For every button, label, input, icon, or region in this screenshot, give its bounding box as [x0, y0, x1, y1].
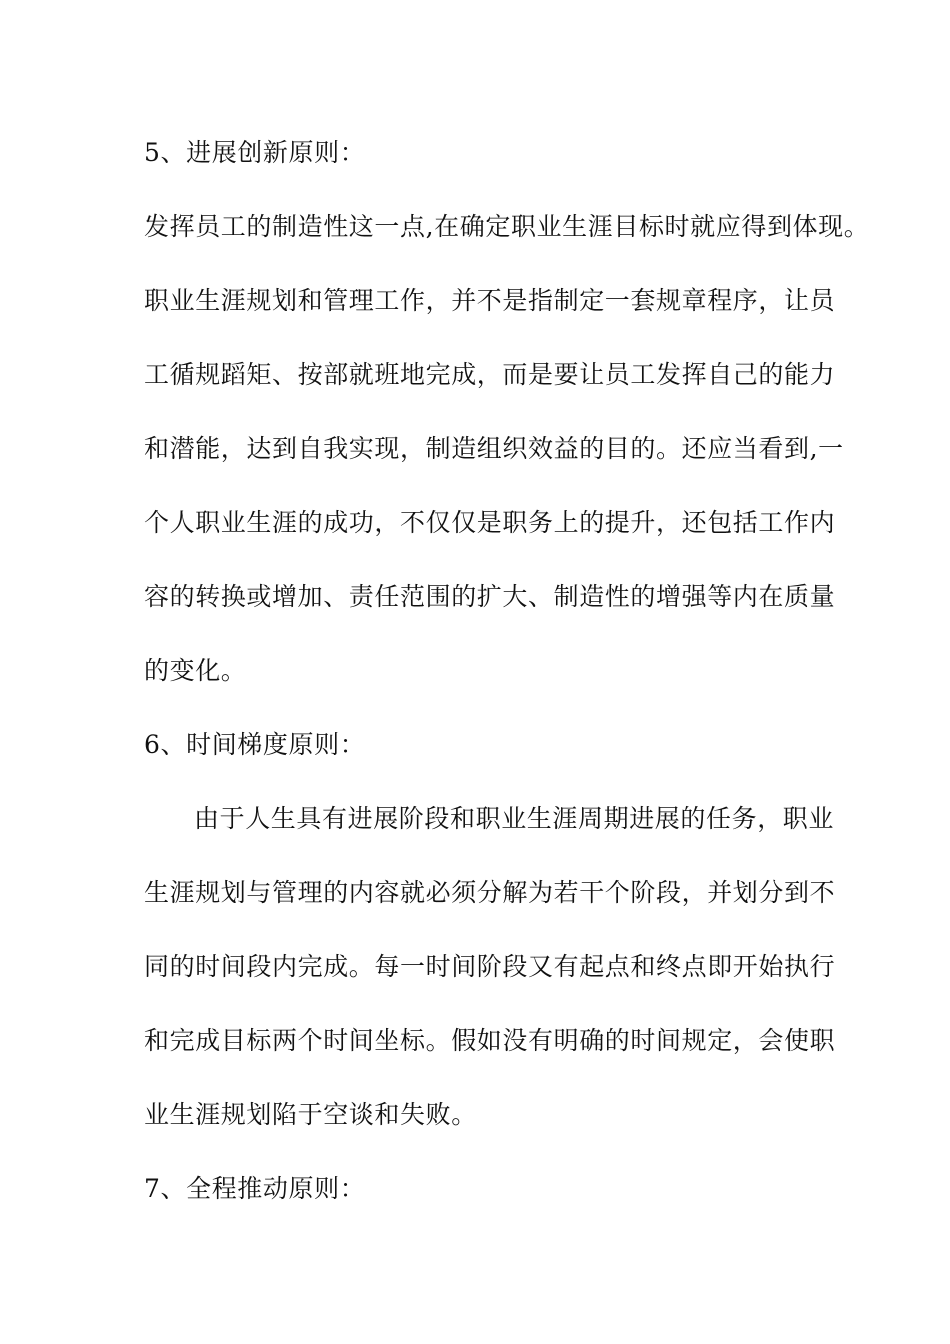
paragraph-line: 同的时间段内完成。每一时间阶段又有起点和终点即开始执行 [144, 952, 836, 981]
paragraph-line: 和潜能，达到自我实现，制造组织效益的目的。还应当看到,一 [144, 434, 844, 463]
paragraph-line: 的变化。 [144, 656, 247, 685]
section-heading-7: 7、全程推动原则： [144, 1174, 366, 1203]
section-heading-5: 5、进展创新原则： [144, 138, 366, 167]
paragraph-line: 由于人生具有进展阶段和职业生涯周期进展的任务，职业 [194, 804, 835, 833]
section-heading-6: 6、时间梯度原则： [144, 730, 366, 759]
paragraph-line: 个人职业生涯的成功，不仅仅是职务上的提升，还包括工作内 [144, 508, 836, 537]
paragraph-line: 工循规蹈矩、按部就班地完成，而是要让员工发挥自己的能力 [144, 360, 836, 389]
paragraph-line: 和完成目标两个时间坐标。假如没有明确的时间规定，会使职 [144, 1026, 836, 1055]
paragraph-line: 生涯规划与管理的内容就必须分解为若干个阶段，并划分到不 [144, 878, 836, 907]
paragraph-line: 容的转换或增加、责任范围的扩大、制造性的增强等内在质量 [144, 582, 836, 611]
paragraph-line: 职业生涯规划和管理工作，并不是指制定一套规章程序，让员 [144, 286, 836, 315]
paragraph-line: 发挥员工的制造性这一点,在确定职业生涯目标时就应得到体现。 [144, 212, 870, 241]
paragraph-line: 业生涯规划陷于空谈和失败。 [144, 1100, 477, 1129]
